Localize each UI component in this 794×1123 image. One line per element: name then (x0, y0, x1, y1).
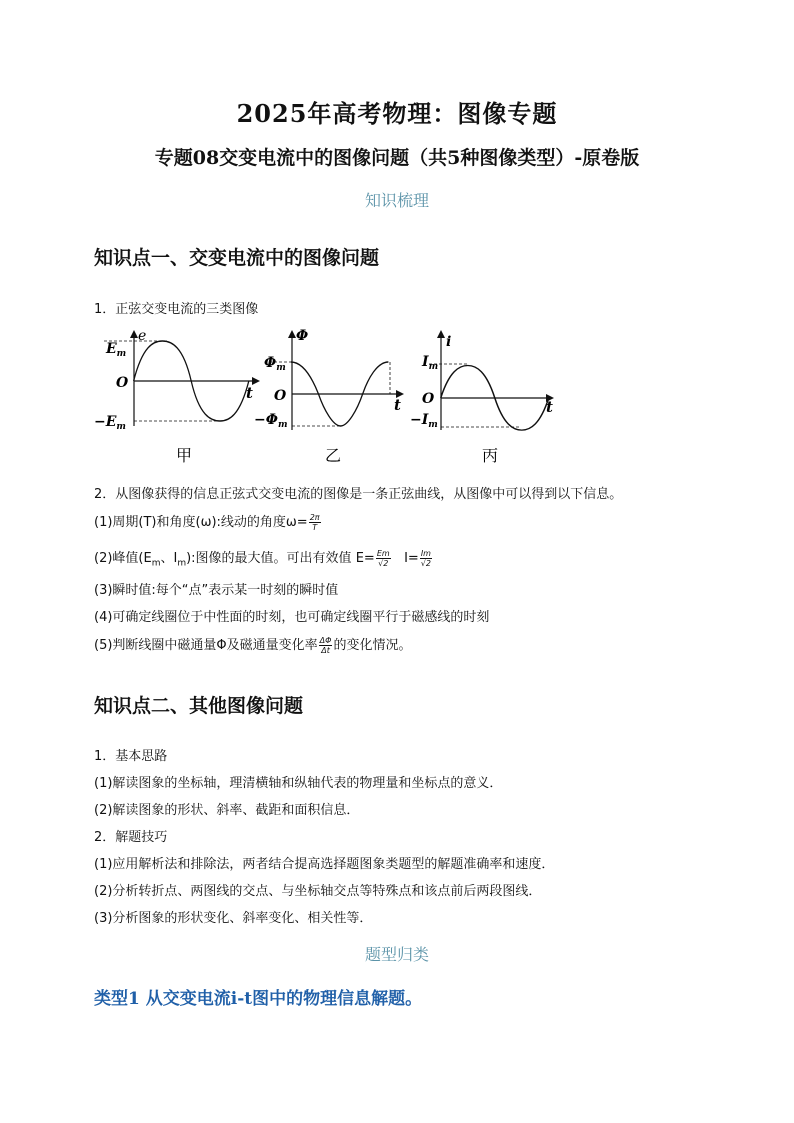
kp2-line-3: (2)解读图象的形状、斜率、截距和面积信息． (94, 803, 360, 818)
kp2-line-2: (1)解读图象的坐标轴，理清横轴和纵轴代表的物理量和坐标点的意义． (94, 776, 503, 791)
fig-a-top-label: E (106, 341, 117, 357)
svg-text:−Φm: $-\Phi_m$ (254, 412, 288, 430)
fig-b-caption: 乙 (325, 446, 342, 465)
fig-b-top-label: Φ (264, 355, 277, 371)
section-label-question-types: 题型归类 (364, 945, 429, 964)
svg-text:−Em: $-E_m$ (94, 414, 126, 432)
svg-text:Em: $E_m$ (106, 341, 127, 359)
document-title: 2025年高考物理：图像专题 (236, 99, 558, 128)
fig-b-bottom-label: −Φ (254, 412, 278, 428)
svg-text:Φm: $\Phi_m$ (264, 355, 286, 373)
omega-fraction: $\frac{2\pi}{T}$ (309, 513, 320, 532)
fig-c-bottom-label: −I (410, 412, 429, 428)
knowledge-point-2-heading: 知识点二、其他图像问题 (94, 695, 304, 717)
fig-b-origin: O (274, 388, 287, 404)
kp2-line-1: 1．基本思路 (94, 749, 168, 764)
kp1-item-1: 1．正弦交变电流的三类图像 (94, 302, 259, 317)
svg-text:−Im: $-I_m$ (410, 412, 438, 430)
kp1-item-2: 2．从图像获得的信息正弦式交变电流的图像是一条正弦曲线，从图像中可以得到以下信息。 (94, 487, 623, 502)
section-label-knowledge: 知识梳理 (364, 191, 429, 210)
knowledge-point-1-heading: 知识点一、交变电流中的图像问题 (94, 247, 380, 269)
kp1-point-1 (94, 511, 322, 532)
figure-a-emf-time (94, 328, 260, 465)
figure-b-flux-time (254, 328, 404, 465)
fig-c-origin: O (422, 391, 435, 407)
fig-a-bottom-label: −E (94, 414, 117, 430)
fig-b-xlabel: t (394, 396, 401, 414)
fig-c-xlabel: t (546, 398, 553, 416)
fig-c-caption: 丙 (482, 446, 499, 465)
flux-rate-fraction: $\frac{\Delta\Phi}{\Delta t}$ (319, 636, 332, 655)
kp1-point-1-text: (1)周期(T)和角度(ω):线动的角度ω= (94, 515, 308, 530)
fig-c-ylabel: i (446, 334, 452, 350)
fig-b-ylabel: Φ (296, 328, 309, 344)
sine-figures (94, 326, 574, 470)
kp2-line-4: 2．解题技巧 (94, 830, 168, 845)
kp2-line-7: (3)分析图象的形状变化、斜率变化、相关性等． (94, 911, 373, 926)
kp2-line-5: (1)应用解析法和排除法，两者结合提高选择题图象类题型的解题准确率和速度． (94, 857, 555, 872)
fig-a-xlabel: t (246, 384, 253, 402)
fig-a-ylabel: e (138, 328, 147, 344)
fig-a-origin: O (116, 375, 129, 391)
question-type-1-heading: 类型1 从交变电流i-t图中的物理信息解题。 (94, 989, 423, 1009)
svg-text:Im: $I_m$ (422, 354, 439, 372)
fig-a-caption: 甲 (176, 446, 193, 465)
fig-c-top-label: I (422, 354, 429, 370)
emf-rms-fraction: $\frac{Em}{√2}$ (376, 549, 390, 568)
kp1-point-4: (4)可确定线圈位于中性面的时刻，也可确定线圈平行于磁感线的时刻 (94, 610, 490, 625)
figure-c-current-time (410, 330, 554, 465)
kp1-point-2: (2)峰值($E_m$、$I_m$):图像的最大值。可出有效值 E= $\frac{Em}{√2}$ I= $\frac{Im}{√2}$ (94, 549, 431, 569)
kp1-point-3: (3)瞬时值:每个“点”表示某一时刻的瞬时值 (94, 583, 339, 598)
document-subtitle: 专题08交变电流中的图像问题（共5种图像类型）-原卷版 (154, 147, 640, 169)
kp1-point-5: (5)判断线圈中磁通量Φ及磁通量变化率 $\frac{\Delta\Phi}{\Delta t}$ 的变化情况。 (94, 636, 412, 655)
kp2-line-6: (2)分析转折点、两图线的交点、与坐标轴交点等特殊点和该点前后两段图线． (94, 884, 542, 899)
current-rms-fraction: $\frac{Im}{√2}$ (420, 549, 431, 568)
